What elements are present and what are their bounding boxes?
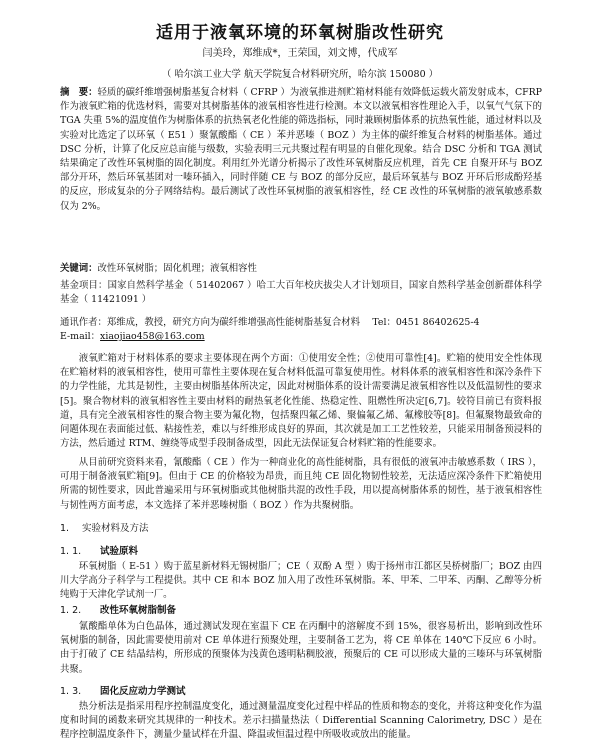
affiliation: （ 哈尔滨工业大学 航天学院复合材料研究所，哈尔滨 150080 ） (161, 69, 439, 80)
keywords-label: 关键词： (60, 263, 98, 274)
abstract-label: 摘 要： (60, 87, 98, 98)
author-list: 闫美玲，郑维成*，王荣国，刘文博，代成军 (202, 48, 398, 59)
funding (60, 279, 542, 309)
funding-label: 基金项目： (60, 280, 108, 291)
section-number: 1. 1. (60, 546, 82, 557)
corresponding-author (60, 316, 542, 346)
contact-label: 通讯作者： (60, 317, 107, 328)
section-title: 固化反应动力学测试 (100, 686, 186, 697)
section-title: 试验原料 (100, 546, 139, 557)
section-title: 实验材料及方法 (82, 523, 149, 534)
section-number: 1. (60, 523, 70, 534)
abstract-text: 轻质的碳纤维增强树脂基复合材料（ CFRP ）为液氧推进剂贮箱材料能有效降低运载火箭发射成本，CFRP 作为液氧贮箱的优选材料，需要对其树脂基体的液氧相容性进行检测。本文以液氧相容性理论入手，以氧气气氛下的 TGA 失重 5%的温度值作为树脂体系的抗热氧老化性能的筛选指标，同时兼顾树脂体系的抗热氧性能，通过材料以及实验对比选定了以环氧（ E51 ）聚氰酸酯（ CE ）苯并恶嗪（ BOZ ）为主体的碳纤维复合材料的树脂基体。通过 DSC 分析，计算了化反应总亩能与级数，实验表明三元共聚过程有明显的自催化现象。结合 DSC 分析和 TGA 测试结果确定了改性环氧树脂的固化制度。利用红外光谱分析揭示了改性环氧树脂反应机理，首先 CE 自聚开环与 BOZ 部分开环，然后环氧基团对一嗪环插入，同时伴随 CE 与 BOZ 的部分反应，最后环氧基与 BOZ 开环后形成酚羟基的反应，形成复杂的分子网络结构。最后测试了改性环氧树脂的液氧相容性，经 CE 改性的环氧树脂的液氧敏感系数仅为 2%。 (60, 87, 542, 212)
section-1-2-text: 氰酸酯单体为白色晶体，通过测试发现在室温下 CE 在丙酮中的溶解度不到 15%，很容易析出，影响到改性环氧树脂的制备，因此需要使用前对 CE 单体进行预聚处理，主要制备工艺为，将 CE 单体在 140℃下反应 6 小时。由于打破了 CE 结晶结构，所形成的预聚体为浅黄色透明粘稠胶液，预聚后的 CE 可以形成大量的三嗪环与环氧树脂共聚。 (60, 621, 542, 675)
section-1-1-text: 环氧树脂（ E-51 ）购于蓝星新材料无锡树脂厂；CE（ 双酚 A 型 ）购于扬州市江都区吴桥树脂厂；BOZ 由四川大学高分子科学与工程提供。其中 CE 和本 BOZ 加入用了改性环氧树脂。苯、甲苯、二甲苯、丙酮、乙醇等分析纯购于天津化学试剂一厂。 (60, 561, 542, 601)
email-link[interactable]: xiaojiao458@163.com (100, 331, 205, 343)
section-heading-1-2 (60, 602, 176, 616)
keywords-text: 改性环氧树脂；固化机理；液氧相容性 (97, 263, 257, 274)
section-heading-1-3 (60, 683, 186, 697)
section-1-3-text: 热分析法是指采用程序控制温度变化，通过测量温度变化过程中样品的性质和物态的变化，并将这种变化作为温度和时间的函数来研究其规律的一种技术。差示扫描量热法（ Differential Scanning Calorimetry, DSC ）是在程序控制温度条件下，测量少量试样在升温、降温或恒温过程中所吸收或放出的能量。 (60, 701, 542, 741)
section-number: 1. 2. (60, 605, 82, 616)
intro-paragraph-1: 液氧贮箱对于材料体系的要求主要体现在两个方面：①使用安全性；②使用可靠性[4]。贮箱的使用安全性体现在贮箱材料的液氧相容性，使用可靠性主要体现在复合材料低温可靠复使用性。材料体系的液氧相容性和深冷条件下的力学性能，尤其是韧性，主要由树脂基体所决定，因此对树脂体系的设计需要满足液氧相容性以及低温韧性的要求[5]。聚合物材料的液氧相容性主要由材料的耐热氧老化性能、热稳定性、阻燃性所决定[6,7]。较符目前已有资料报道，具有完全液氧相容性的聚合物主要为氟化物，包括聚四氟乙烯、聚偏氟乙烯、氟橡胶等[8]。但氟聚物最致命的问题体现在表面能过低、粘接性差，难以与纤维形成良好的界面，其次就是加工工艺性较差，只能采用制备预浸料的方法，然后通过 RTM、缠绕等成型手段制备成型，因此无法保证复合材料贮箱的性能要求。 (60, 353, 542, 450)
contact-text: 郑维成，教授，研究方向为碳纤维增强高性能树脂基复合材料 Tel：0451 86402625-4 (106, 317, 480, 328)
keywords (60, 262, 542, 276)
section-title: 改性环氧树脂制备 (100, 605, 177, 616)
section-heading-1 (60, 520, 149, 534)
section-heading-1-1 (60, 543, 138, 557)
intro-paragraph-2: 从目前研究资料来看，氰酸酯（ CE ）作为一种商业化的高性能树脂，具有很低的液氧冲击敏感系数（ IRS ），可用于制备液氧贮箱[9]。但由于 CE 的价格较为昂贵，而且纯 CE 固化物韧性较差，无法适应深冷条件下贮箱使用所需的韧性要求，因此普遍采用与环氧树脂或其他树脂共混的改性手段，用以提高树脂体系的韧性，基于液氧相容性与韧性两方面考虑，本文选择了苯并恶嗪树脂（ BOZ ）作为共聚树脂。 (60, 457, 542, 511)
section-number: 1. 3. (60, 686, 82, 697)
paper-title: 适用于液氧环境的环氧树脂改性研究 (156, 23, 444, 43)
abstract (60, 86, 542, 260)
email-label: E-mail： (60, 331, 101, 343)
funding-text: 国家自然科学基金（ 51402067 ）哈工大百年校庆拔尖人才计划项目，国家自然科学基金创新群体科学基金（ 11421091 ） (60, 280, 542, 306)
